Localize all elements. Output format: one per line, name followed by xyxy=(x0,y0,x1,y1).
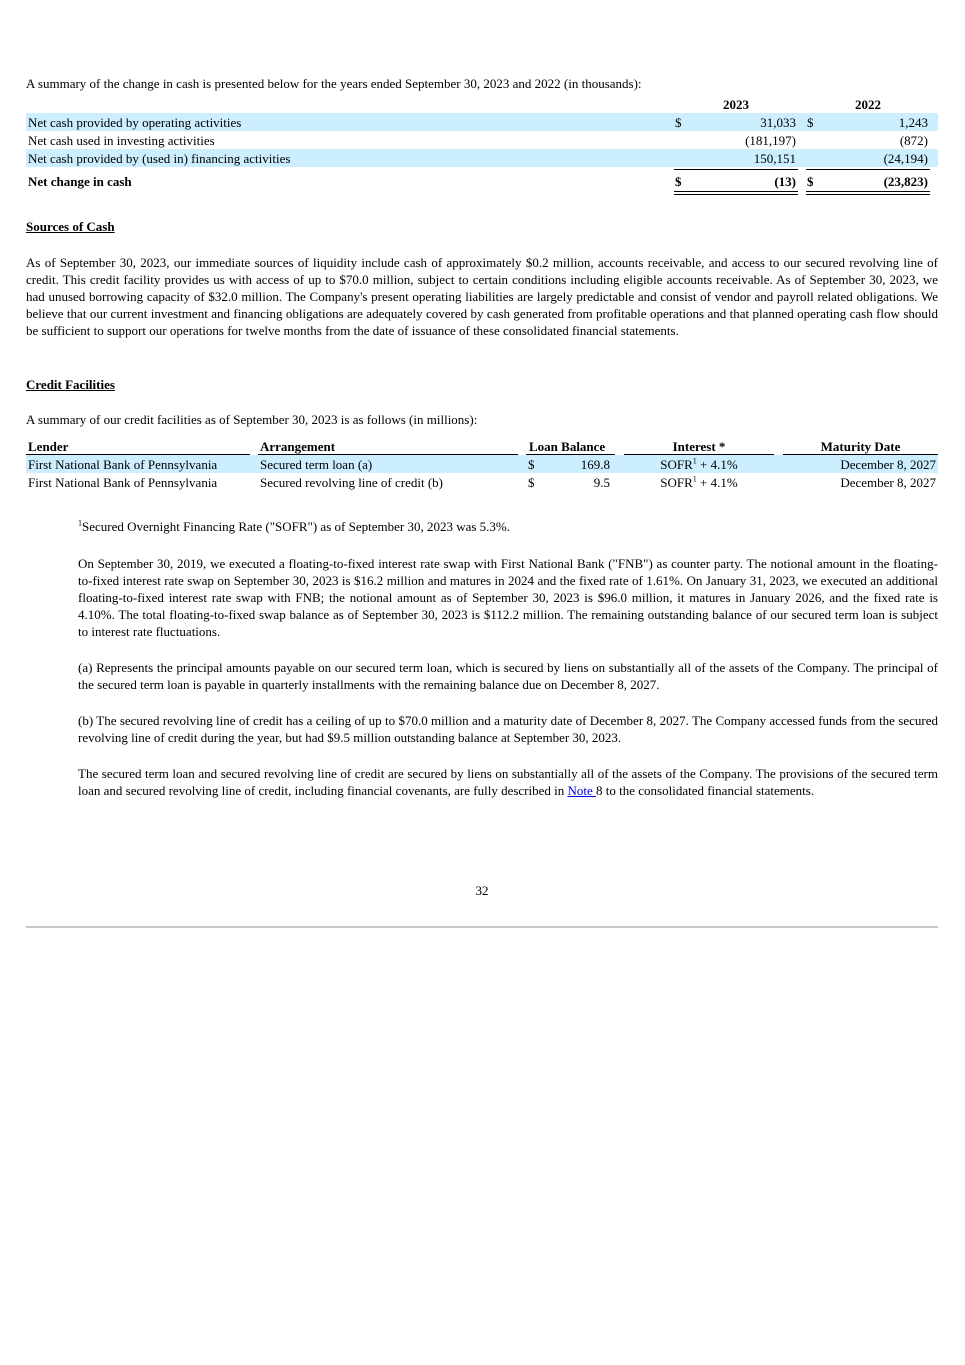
footnote-text: Secured Overnight Financing Rate ("SOFR") as of September 30, 2023 was 5.3%. xyxy=(82,519,510,534)
value-2022: (24,194) xyxy=(883,151,928,166)
note-8-link[interactable]: Note xyxy=(567,783,597,798)
cash-table-header xyxy=(26,95,938,113)
value-2023: 150,151 xyxy=(753,151,796,166)
cash-row-investing xyxy=(26,131,938,149)
arrangement-header: Arrangement xyxy=(260,439,336,454)
total-2022: (23,823) xyxy=(883,174,928,189)
interest-header: Interest * xyxy=(672,439,726,454)
cash-row-operating xyxy=(26,113,938,131)
currency-symbol: $ xyxy=(807,174,814,189)
credit-facilities-intro: A summary of our credit facilities as of September 30, 2023 is as follows (in millions): xyxy=(26,412,478,427)
currency-symbol: $ xyxy=(528,457,535,472)
lender-cell: First National Bank of Pennsylvania xyxy=(28,475,218,490)
total-double-rule xyxy=(674,191,798,195)
page-divider xyxy=(26,926,938,928)
value-2022: (872) xyxy=(899,133,928,148)
credit-facilities-table xyxy=(26,437,938,491)
cash-row-total xyxy=(26,169,938,187)
interest-cell xyxy=(624,474,774,491)
row-label: Net cash used in investing activities xyxy=(28,133,215,148)
credit-facilities-heading: Credit Facilities xyxy=(26,377,115,392)
footnote-marker: 1 xyxy=(692,474,697,484)
value-2023: (181,197) xyxy=(745,133,796,148)
row-label: Net cash provided by operating activities xyxy=(28,115,242,130)
closing-paragraph xyxy=(78,765,938,799)
credit-row-term-loan xyxy=(26,455,938,473)
value-2022: 1,243 xyxy=(898,115,928,130)
interest-cell xyxy=(624,456,774,473)
row-label: Net change in cash xyxy=(28,174,132,189)
interest-base: SOFR xyxy=(660,475,693,490)
arrangement-cell: Secured term loan (a) xyxy=(260,457,373,472)
maturity-header: Maturity Date xyxy=(820,439,901,454)
value-2023: 31,033 xyxy=(760,115,796,130)
cash-summary-table xyxy=(26,95,938,187)
sources-of-cash-heading: Sources of Cash xyxy=(26,219,115,234)
interest-spread: + 4.1% xyxy=(696,457,738,472)
currency-symbol: $ xyxy=(675,174,682,189)
closing-text: The secured term loan and secured revolving line of credit are secured by liens on substantially all of the assets of the Company. The provisions of the secured term loan and secured revolving line of credit, including financial covenants, are fully described in xyxy=(78,766,938,798)
loan-balance-cell: 169.8 xyxy=(580,457,610,472)
interest-base: SOFR xyxy=(660,457,693,472)
currency-symbol: $ xyxy=(528,475,535,490)
page-number: 32 xyxy=(475,883,489,898)
currency-symbol: $ xyxy=(807,115,814,130)
total-double-rule xyxy=(806,191,930,195)
lender-header: Lender xyxy=(28,439,69,454)
interest-swap-paragraph: On September 30, 2019, we executed a floating-to-fixed interest rate swap with First National Bank ("FNB") as counter party. The notional amount in the floating-to-fixed interest rate swap on September 30, 2023 is $16.2 million and matures in 2024 and the fixed rate of 1.61%. On January 31, 2023, we executed an additional floating-to-fixed interest rate swap with FNB; the notional amount as of September 30, 2023 is $96.0 million, it matures in January 2026, and the fixed rate is 4.10%. The total floating-to-fixed swap balance as of September 30, 2023 is $112.2 million. The remaining outstanding balance of our secured term loan is subject to interest rate fluctuations. xyxy=(78,556,938,639)
sofr-footnote xyxy=(78,518,938,535)
closing-text-end: 8 to the consolidated financial statements. xyxy=(596,783,815,798)
subtotal-rule xyxy=(806,169,930,170)
footnote-marker: 1 xyxy=(78,518,82,528)
credit-table-header xyxy=(26,437,938,455)
cash-row-financing xyxy=(26,149,938,167)
lender-cell: First National Bank of Pennsylvania xyxy=(28,457,218,472)
note-a-paragraph: (a) Represents the principal amounts payable on our secured term loan, which is secured by liens on substantially all of the assets of the Company. The principal of the secured term loan is payable in quarterly installments with the remaining balance due on December 8, 2027. xyxy=(78,660,938,692)
currency-symbol: $ xyxy=(675,115,682,130)
note-b-paragraph: (b) The secured revolving line of credit has a ceiling of up to $70.0 million and a maturity date of December 8, 2027. The Company accessed funds from the secured revolving line of credit during the year, but had $9.5 million outstanding balance at September 30, 2023. xyxy=(78,713,938,745)
maturity-cell: December 8, 2027 xyxy=(840,457,936,472)
cash-summary-intro: A summary of the change in cash is presented below for the years ended September 30, 2023 and 2022 (in thousands): xyxy=(26,76,642,91)
interest-spread: + 4.1% xyxy=(696,475,738,490)
year-2023-header: 2023 xyxy=(674,96,798,115)
loan-balance-cell: 9.5 xyxy=(593,475,610,490)
row-label: Net cash provided by (used in) financing activities xyxy=(28,151,291,166)
sources-of-cash-paragraph: As of September 30, 2023, our immediate sources of liquidity include cash of approximately $0.2 million, accounts receivable, and access to our secured revolving line of credit. This credit facility provides us with access of up to $70.0 million, subject to certain conditions including eligible accounts receivable. As of September 30, 2023, we had unused borrowing capacity of $32.0 million. The Company's present operating liabilities are largely predictable and consist of vendor and payroll related obligations. We believe that our current investment and financing obligations are adequately covered by cash generated from profitable operations and that planned operating cash flow should be sufficient to support our operations for twelve months from the date of issuance of these consolidated financial statements. xyxy=(26,255,938,338)
subtotal-rule xyxy=(674,169,798,170)
arrangement-cell: Secured revolving line of credit (b) xyxy=(260,475,444,490)
footnote-marker: 1 xyxy=(692,456,697,466)
credit-row-revolver xyxy=(26,473,938,491)
loan-balance-header: Loan Balance xyxy=(529,439,606,454)
total-2023: (13) xyxy=(774,174,796,189)
maturity-cell: December 8, 2027 xyxy=(840,475,936,490)
year-2022-header: 2022 xyxy=(806,96,930,115)
